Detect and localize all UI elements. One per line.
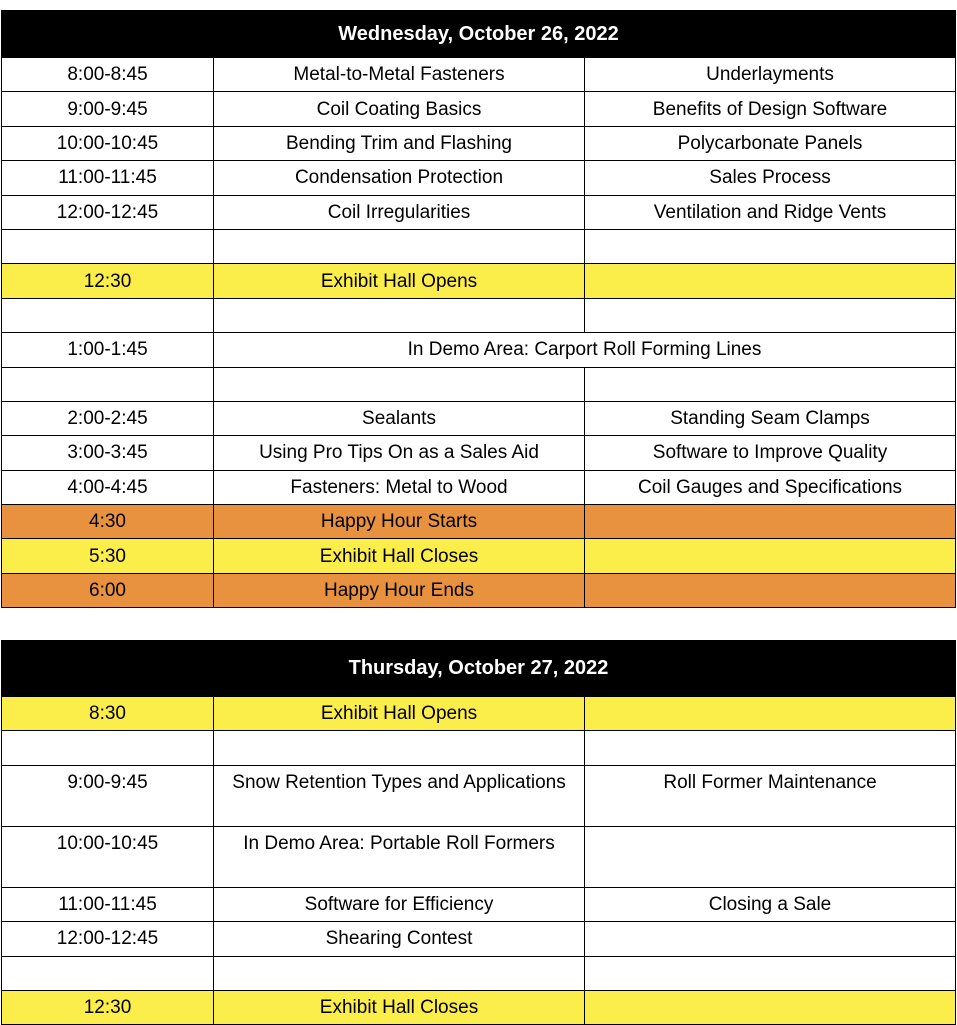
- time-cell: 1:00-1:45: [2, 333, 214, 367]
- time-cell: 10:00-10:45: [2, 826, 214, 887]
- schedule-row: [2, 922, 956, 956]
- session-cell: Exhibit Hall Closes: [214, 539, 585, 573]
- schedule-row: [2, 436, 956, 470]
- time-cell: 10:00-10:45: [2, 126, 214, 160]
- session-cell: Roll Former Maintenance: [585, 765, 956, 826]
- schedule-row: [2, 367, 956, 401]
- schedule-row: [2, 401, 956, 435]
- session-cell: Underlayments: [585, 58, 956, 92]
- time-cell: [2, 956, 214, 990]
- schedule-row: [2, 264, 956, 298]
- schedule-row: [2, 731, 956, 765]
- wednesday-schedule-table: [1, 10, 956, 608]
- schedule-row: [2, 58, 956, 92]
- session-cell: Coil Irregularities: [214, 195, 585, 229]
- session-cell: [585, 573, 956, 607]
- schedule-row: [2, 887, 956, 921]
- session-cell: Exhibit Hall Opens: [214, 264, 585, 298]
- schedule-row: [2, 126, 956, 160]
- time-cell: 12:00-12:45: [2, 922, 214, 956]
- schedule-row: [2, 161, 956, 195]
- session-cell: [585, 229, 956, 263]
- session-cell: Sales Process: [585, 161, 956, 195]
- time-cell: 9:00-9:45: [2, 92, 214, 126]
- session-cell: [585, 731, 956, 765]
- session-cell: [585, 956, 956, 990]
- session-cell: Using Pro Tips On as a Sales Aid: [214, 436, 585, 470]
- time-cell: 4:00-4:45: [2, 470, 214, 504]
- session-cell: Ventilation and Ridge Vents: [585, 195, 956, 229]
- time-cell: 12:30: [2, 990, 214, 1024]
- schedule-row: [2, 195, 956, 229]
- session-cell: Polycarbonate Panels: [585, 126, 956, 160]
- session-cell: [585, 264, 956, 298]
- session-cell: Exhibit Hall Opens: [214, 697, 585, 731]
- session-cell: Shearing Contest: [214, 922, 585, 956]
- schedule-row: [2, 826, 956, 887]
- session-cell: [585, 826, 956, 887]
- schedule-row: [2, 92, 956, 126]
- time-cell: 11:00-11:45: [2, 887, 214, 921]
- session-cell: Coil Gauges and Specifications: [585, 470, 956, 504]
- session-cell: [585, 922, 956, 956]
- thursday-schedule-table: [1, 640, 956, 1025]
- time-cell: 8:30: [2, 697, 214, 731]
- session-cell: Benefits of Design Software: [585, 92, 956, 126]
- schedule-row: [2, 333, 956, 367]
- session-cell: [585, 539, 956, 573]
- schedule-row: [2, 956, 956, 990]
- session-cell: Software to Improve Quality: [585, 436, 956, 470]
- session-cell: [585, 298, 956, 332]
- session-cell: Snow Retention Types and Applications: [214, 765, 585, 826]
- schedule-row: [2, 697, 956, 731]
- time-cell: 6:00: [2, 573, 214, 607]
- time-cell: 5:30: [2, 539, 214, 573]
- session-cell: Software for Efficiency: [214, 887, 585, 921]
- session-cell: Bending Trim and Flashing: [214, 126, 585, 160]
- session-cell: Condensation Protection: [214, 161, 585, 195]
- schedule-row: [2, 765, 956, 826]
- session-cell: [585, 367, 956, 401]
- session-cell: [214, 298, 585, 332]
- schedule-row: [2, 990, 956, 1024]
- time-cell: 11:00-11:45: [2, 161, 214, 195]
- time-cell: [2, 298, 214, 332]
- session-cell: Happy Hour Ends: [214, 573, 585, 607]
- session-cell: [214, 229, 585, 263]
- session-cell: [585, 990, 956, 1024]
- schedule-row: [2, 539, 956, 573]
- time-cell: 4:30: [2, 505, 214, 539]
- session-cell: Sealants: [214, 401, 585, 435]
- schedule-row: [2, 298, 956, 332]
- session-cell: Fasteners: Metal to Wood: [214, 470, 585, 504]
- schedule-row: [2, 229, 956, 263]
- time-cell: 8:00-8:45: [2, 58, 214, 92]
- time-cell: 12:00-12:45: [2, 195, 214, 229]
- time-cell: 2:00-2:45: [2, 401, 214, 435]
- schedule-row: [2, 573, 956, 607]
- session-cell: Metal-to-Metal Fasteners: [214, 58, 585, 92]
- time-cell: 12:30: [2, 264, 214, 298]
- time-cell: [2, 731, 214, 765]
- session-cell: [214, 956, 585, 990]
- session-cell: [214, 731, 585, 765]
- session-cell: Standing Seam Clamps: [585, 401, 956, 435]
- time-cell: [2, 229, 214, 263]
- session-cell: In Demo Area: Portable Roll Formers: [214, 826, 585, 887]
- schedule-row: [2, 505, 956, 539]
- session-cell: Happy Hour Starts: [214, 505, 585, 539]
- session-cell: Coil Coating Basics: [214, 92, 585, 126]
- thursday-day-header: Thursday, October 27, 2022: [2, 641, 956, 697]
- session-cell: Closing a Sale: [585, 887, 956, 921]
- session-cell: Exhibit Hall Closes: [214, 990, 585, 1024]
- session-cell: In Demo Area: Carport Roll Forming Lines: [214, 333, 956, 367]
- session-cell: [585, 505, 956, 539]
- session-cell: [585, 697, 956, 731]
- time-cell: 3:00-3:45: [2, 436, 214, 470]
- session-cell: [214, 367, 585, 401]
- schedule-row: [2, 470, 956, 504]
- time-cell: 9:00-9:45: [2, 765, 214, 826]
- wednesday-day-header: Wednesday, October 26, 2022: [2, 11, 956, 58]
- time-cell: [2, 367, 214, 401]
